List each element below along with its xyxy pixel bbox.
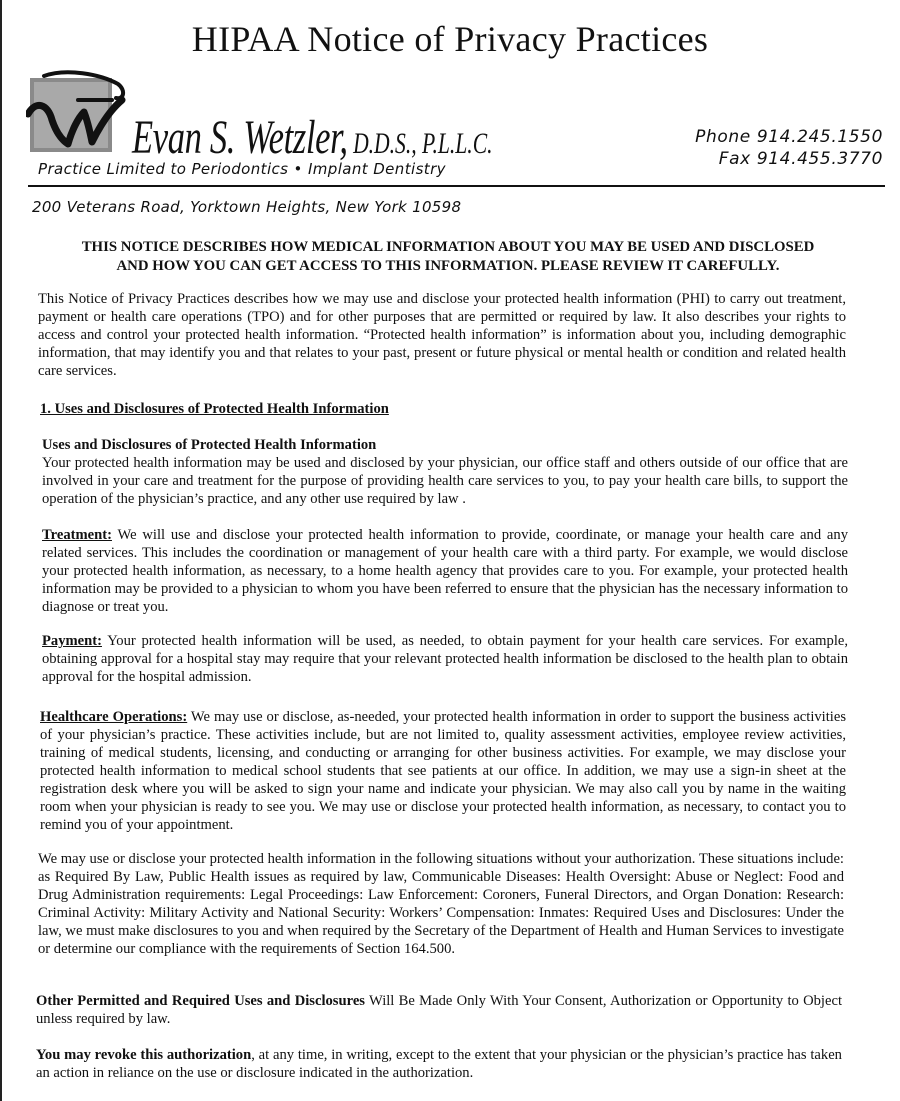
fax-number: Fax 914.455.3770 — [718, 149, 883, 169]
contact-block — [695, 126, 883, 170]
revoke-paragraph — [36, 1046, 842, 1082]
practice-address: 200 Veterans Road, Yorktown Heights, New York 10598 — [32, 198, 462, 216]
practice-name-text: Evan S. Wetzler, — [132, 111, 348, 164]
practice-logo — [26, 70, 130, 156]
other-permitted-label: Other Permitted and Required Uses and Disclosures — [36, 993, 365, 1009]
other-permitted-text: Will Be Made Only With Your Consent, Authorization or Opportunity to Object unless required by law. — [36, 993, 842, 1027]
operations-label: Healthcare Operations: — [40, 709, 188, 725]
notice-line-2: AND HOW YOU CAN GET ACCESS TO THIS INFORMATION. PLEASE REVIEW IT CAREFULLY. — [116, 258, 780, 274]
operations-paragraph — [40, 708, 846, 834]
treatment-text: We will use and disclose your protected health information to provide, coordinate, or manage your health care and any related services. This includes the coordination or management of your health care with a third party. For example, we would disclose your protected health information, as necessary, to a home health agency that provides care to you. For example, your protected health information may be provided to a physician to whom you have been referred to ensure that the physician has the necessary information to diagnose or treat you. — [42, 527, 848, 615]
practice-credentials: D.D.S., P.L.L.C. — [347, 127, 493, 160]
payment-paragraph — [42, 632, 848, 686]
practice-name — [132, 110, 493, 165]
notice-banner — [40, 238, 856, 276]
treatment-label: Treatment: — [42, 527, 112, 543]
other-permitted-paragraph — [36, 992, 842, 1028]
page-edge — [0, 0, 2, 1101]
revoke-label: You may revoke this authorization — [36, 1047, 252, 1063]
treatment-paragraph — [42, 526, 848, 616]
revoke-text: , at any time, in writing, except to the extent that your physician or the physician’s practice has taken an action in reliance on the use or disclosure indicated in the authorization. — [36, 1047, 842, 1081]
without-authorization-paragraph: We may use or disclose your protected health information in the following situations without your authorization. These situations include: as Required By Law, Public Health issues as required by law, Communicable Diseases: Health Oversight: Abuse or Neglect: Food and Drug Administration requirements: Legal Proceedings: Law Enforcement: Coroners, Funeral Directors, and Organ Donation: Research: Criminal Activity: Military Activity and National Security: Workers’ Compensation: Inmates: Required Uses and Disclosures: Under the law, we must make disclosures to you and when required by the Secretary of the Department of Health and Human Services to investigate or determine our compliance with the requirements of Section 164.500. — [38, 851, 844, 957]
page-title: HIPAA Notice of Privacy Practices — [191, 19, 709, 59]
section-1-heading: 1. Uses and Disclosures of Protected Health Information — [40, 401, 389, 417]
payment-text: Your protected health information will be used, as needed, to obtain payment for your health care services. For example, obtaining approval for a hospital stay may require that your relevant protected health information be disclosed to the health plan to obtain approval for the hospital admission. — [42, 633, 848, 685]
uses-disclosures-subheading: Uses and Disclosures of Protected Health Information — [42, 437, 377, 453]
uses-disclosures-block — [42, 436, 848, 508]
notice-line-1: THIS NOTICE DESCRIBES HOW MEDICAL INFORMATION ABOUT YOU MAY BE USED AND DISCLOSED — [81, 239, 815, 255]
uses-disclosures-text: Your protected health information may be used and disclosed by your physician, our office staff and others outside of our office that are involved in your care and treatment for the purpose of providing health care services to you, to pay your health care bills, to support the operation of the physician’s practice, and any other use required by law . — [42, 455, 848, 507]
intro-paragraph: This Notice of Privacy Practices describes how we may use and disclose your protected health information (PHI) to carry out treatment, payment or health care operations (TPO) and for other purposes that are permitted or required by law. It also describes your rights to access and control your protected health information. “Protected health information” is information about you, including demographic information, that may identify you and that relates to your past, present or future physical or mental health or condition and related health care services. — [38, 291, 846, 379]
practice-tagline: Practice Limited to Periodontics • Implant Dentistry — [38, 160, 446, 178]
payment-label: Payment: — [42, 633, 102, 649]
letterhead-rule — [28, 185, 885, 187]
operations-text: We may use or disclose, as-needed, your protected health information in order to support the business activities of your physician’s practice. These activities include, but are not limited to, quality assessment activities, employee review activities, training of medical students, licensing, and conducting or arranging for other business activities. For example, we may disclose your protected health information to medical school students that see patients at our office. In addition, we may use a sign-in sheet at the registration desk where you will be asked to sign your name and indicate your physician. We may also call you by name in the waiting room when your physician is ready to see you. We may use or disclose your protected health information, as necessary, to contact you to remind you of your appointment. — [40, 709, 847, 833]
phone-number: Phone 914.245.1550 — [695, 127, 883, 147]
